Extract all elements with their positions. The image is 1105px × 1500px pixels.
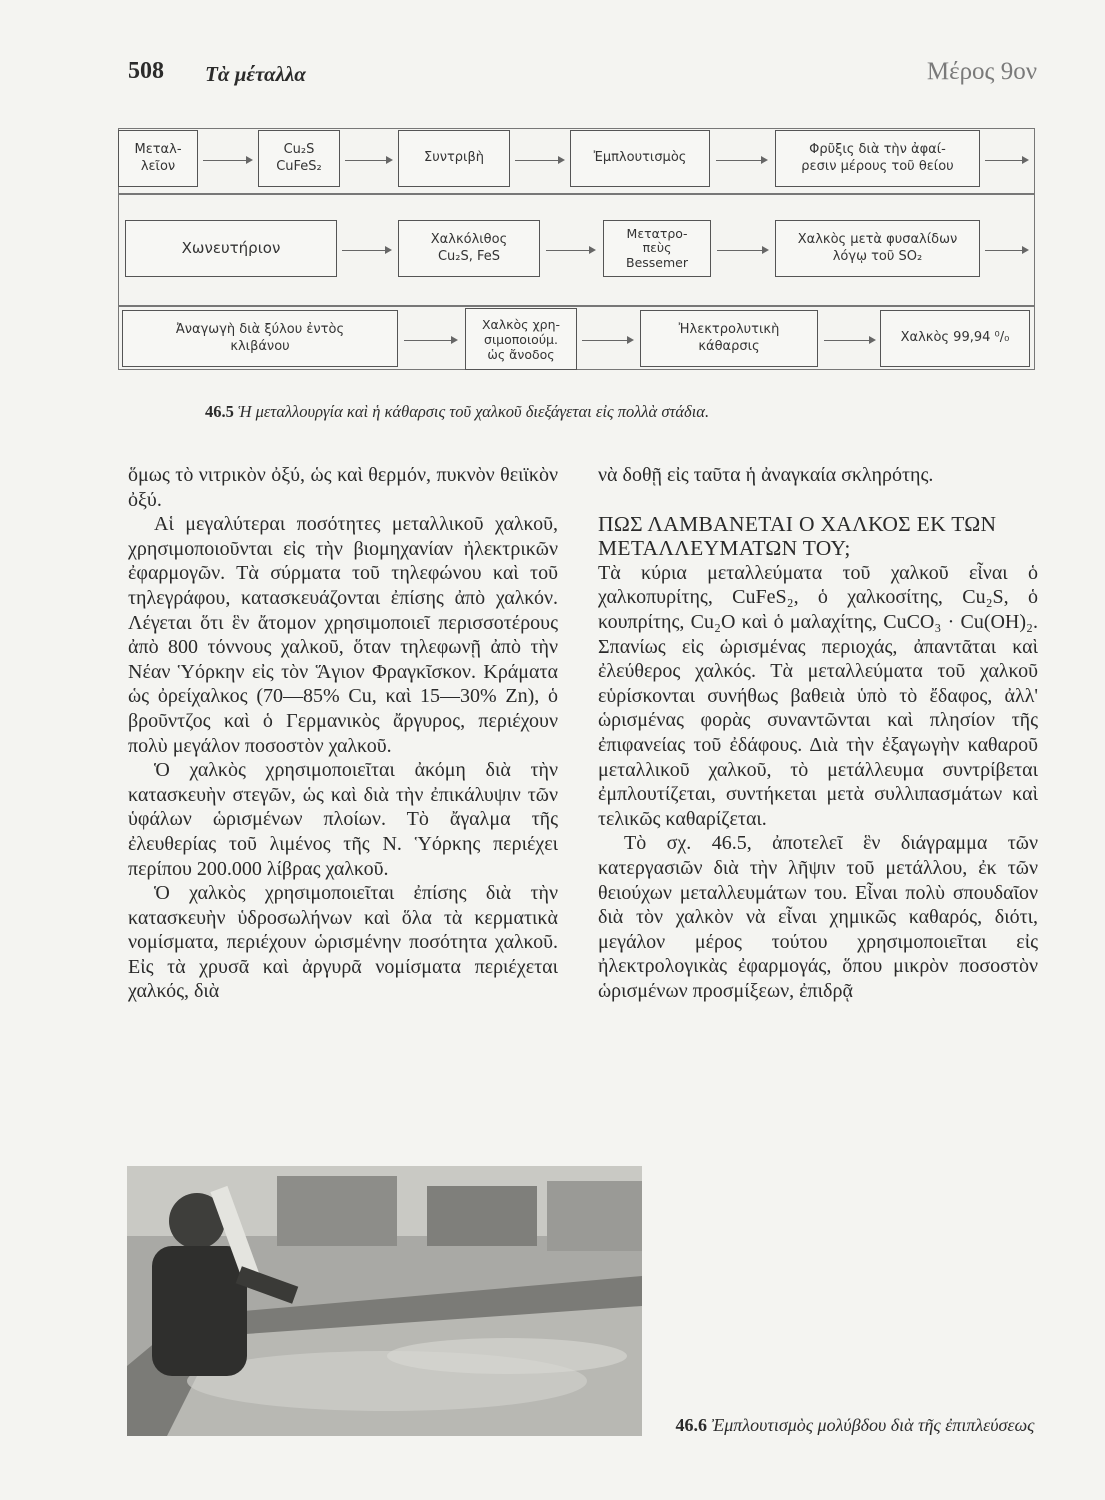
arrow (582, 340, 632, 341)
box-roasting: Φρῦξις διὰ τὴν ἀφαί- ρεσιν μέρους τοῦ θείου (775, 130, 980, 187)
box-blister: Χαλκὸς μετὰ φυσαλίδων λόγῳ τοῦ SO₂ (775, 220, 980, 277)
arrow (717, 250, 767, 251)
left-column (128, 463, 558, 1004)
figure-caption-46-6 (660, 1414, 1050, 1436)
box-furnace: Χωνευτήριον (125, 220, 337, 277)
arrow (404, 340, 456, 341)
right-column (598, 463, 1038, 1003)
figure-number: 46.5 (205, 402, 234, 421)
arrow (345, 160, 391, 161)
paragraph: Αἱ μεγαλύτεραι ποσότητες μεταλλικοῦ χαλκοῦ, χρησιμοποιοῦνται εἰς τὴν βιομηχανίαν ἠλεκτρικῶν ἐφαρμογῶν. Τὰ σύρματα τοῦ τηλεφώνου καὶ τοῦ τηλεγράφου, κατασκευάζονται ἐπίσης ἀπὸ χαλκόν. Λέγεται ὅτι ἓν ἄτομον χρησιμοποιεῖ περισσοτέρους ἀπὸ 800 τόννους χαλκοῦ, ὅταν τηλεφωνῇ ἀπὸ τὴν Νέαν Ὑόρκην εἰς τὸν Ἅγιον Φραγκῖσκον. Κράματα ὡς ὀρείχαλκος (70—85% Cu, καὶ 15—30% Zn), ὁ βροῦντζος καὶ ὁ Γερμανικὸς ἄργυρος, περιέχουν πολὺ μεγάλον ποσοστὸν χαλκοῦ. (128, 513, 558, 757)
figure-caption-46-5 (205, 402, 709, 422)
paragraph: ὅμως τὸ νιτρικὸν ὀξύ, ὡς καὶ θερμόν, πυκνὸν θειϊκὸν ὀξύ. (128, 464, 558, 511)
page-number: 508 (128, 58, 164, 84)
running-title: Τὰ μέταλλα (205, 62, 306, 86)
box-minerals: Cu₂S CuFeS₂ (258, 130, 340, 187)
figure-caption-text: Ἡ μεταλλουργία καὶ ἡ κάθαρσις τοῦ χαλκοῦ διεξάγεται εἰς πολλὰ στάδια. (238, 402, 710, 421)
box-anode: Χαλκὸς χρη- σιμοποιούμ. ὡς ἄνοδος (465, 308, 577, 370)
arrow (824, 340, 874, 341)
arrow (342, 250, 390, 251)
box-pure-copper: Χαλκὸς 99,94 ⁰/₀ (880, 310, 1030, 367)
box-ore: Μεταλ- λεῖον (118, 130, 198, 187)
arrow (985, 250, 1027, 251)
arrow (203, 160, 251, 161)
paragraph: Ὁ χαλκὸς χρησιμοποιεῖται ἀκόμη διὰ τὴν κατασκευὴν στεγῶν, ὡς καὶ διὰ τὴν ἐπικάλυψιν τῶν ὑφάλων ὡρισμένων πλοίων. Τὸ ἄγαλμα τῆς ἐλευθερίας τοῦ λιμένος τῆς Ν. Ὑόρκης περιέχει περίπου 200.000 λίβρας χαλκοῦ. (128, 759, 558, 880)
paragraph: Τὰ κύρια μεταλλεύματα τοῦ χαλκοῦ εἶναι ὁ χαλκοπυρίτης, CuFeS₂, ὁ χαλκοσίτης, Cu₂S, ὁ κουπρίτης, Cu₂O καὶ ὁ μαλαχίτης, CuCO₃ · Cu(OH)₂. Σπανίως εἰς ὡρισμένας περιοχάς, ἀπαντᾶται καὶ ἐλεύθερος χαλκός. Τὰ μεταλλεύματα τοῦ χαλκοῦ εὑρίσκονται συνήθως βαθειὰ ὑπὸ τὸ ἔδαφος, ἀλλ' ὡρισμένας φορὰς συναντῶνται καὶ πλησίον τῆς ἐπιφανείας τοῦ ἐδάφους. Διὰ τὴν ἐξαγωγὴν καθαροῦ μεταλλικοῦ χαλκοῦ, τὸ μετάλλευμα συντρίβεται ἐμπλουτίζεται, συντήκεται μετὰ συλλιπασμάτων καὶ τελικῶς καθαρίζεται. (598, 561, 1038, 830)
paragraph: Τὸ σχ. 46.5, ἀποτελεῖ ἓν διάγραμμα τῶν κατεργασιῶν διὰ τὴν λῆψιν τοῦ μετάλλου, ἐκ τῶν θειούχων μεταλλευμάτων του. Εἶναι πολὺ σπουδαῖον διὰ τὸν χαλκὸν νὰ εἶναι χημικῶς καθαρός, διότι, μεγάλον μέρος τούτου χρησιμοποιεῖται εἰς ἠλεκτρολογικὰς ἐφαρμογάς, ὅπου μικρὸν ποσοστὸν ὡρισμένων προσμίξεων, ἐπιδρᾷ (598, 832, 1038, 1002)
box-enrichment: Ἐμπλουτισμὸς (570, 130, 710, 187)
arrow (515, 160, 563, 161)
figure-caption-text: Ἐμπλουτισμὸς μολύβδου διὰ τῆς ἐπιπλεύσεως (711, 1415, 1035, 1435)
arrow (546, 250, 594, 251)
flotation-photo (127, 1166, 642, 1436)
box-crushing: Συντριβὴ (398, 130, 510, 187)
paragraph: Ὁ χαλκὸς χρησιμοποιεῖται ἐπίσης διὰ τὴν κατασκευὴν ὑδροσωλήνων καὶ ὅλα τὰ κερματικὰ νομίσματα, περιέχουν ὡρισμένην ποσότητα χαλκοῦ. Εἰς τὰ χρυσᾶ καὶ ἀργυρᾶ νομίσματα περιέχεται χαλκός, διὰ (128, 882, 558, 1003)
box-converter: Μετατρο- πεὺς Bessemer (603, 220, 711, 277)
part-label: Μέρος 9ον (926, 58, 1037, 85)
figure-number: 46.6 (675, 1415, 708, 1435)
box-electrolysis: Ἠλεκτρολυτικὴ κάθαρσις (640, 310, 818, 367)
paragraph: νὰ δοθῇ εἰς ταῦτα ἡ ἀναγκαία σκληρότης. (598, 464, 934, 486)
arrow (716, 160, 766, 161)
section-heading: ΠΩΣ ΛΑΜΒΑΝΕΤΑΙ Ο ΧΑΛΚΟΣ ΕΚ ΤΩΝ ΜΕΤΑΛΛΕΥΜΑΤΩΝ ΤΟΥ; (598, 511, 997, 561)
box-matte: Χαλκόλιθος Cu₂S, FeS (398, 220, 540, 277)
box-reduction: Ἀναγωγὴ διὰ ξύλου ἐντὸς κλιβάνου (122, 310, 398, 367)
photo-illustration (127, 1166, 642, 1436)
arrow (985, 160, 1027, 161)
